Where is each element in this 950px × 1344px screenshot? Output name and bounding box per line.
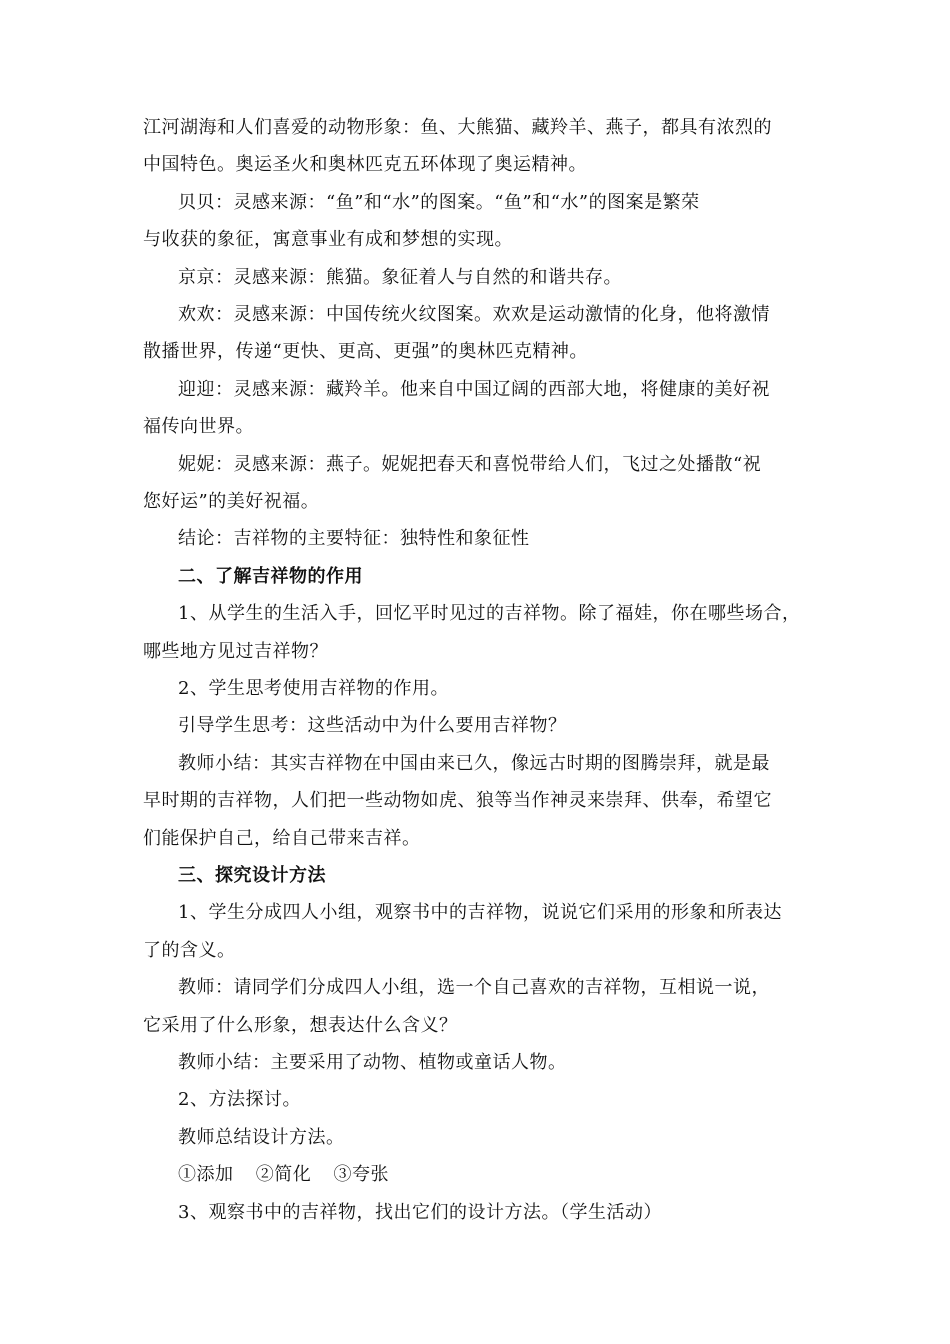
method-item-exaggerate: ③夸张 xyxy=(333,1164,389,1185)
paragraph-line: 您好运”的美好祝福。 xyxy=(143,491,320,512)
paragraph-line: 教师总结设计方法。 xyxy=(178,1127,345,1148)
paragraph-line: 中国特色。奥运圣火和奥林匹克五环体现了奥运精神。 xyxy=(143,154,587,175)
paragraph-line: 贝贝：灵感来源：“鱼”和“水”的图案。“鱼”和“水”的图案是繁荣 xyxy=(178,192,700,213)
paragraph-line: 京京：灵感来源：熊猫。象征着人与自然的和谐共存。 xyxy=(178,267,622,288)
paragraph-line: 引导学生思考：这些活动中为什么要用吉祥物？ xyxy=(178,715,567,736)
paragraph-line: 1、学生分成四人小组，观察书中的吉祥物，说说它们采用的形象和所表达 xyxy=(178,902,782,923)
paragraph-line: 1、从学生的生活入手，回忆平时见过的吉祥物。除了福娃，你在哪些场合， xyxy=(178,603,801,624)
paragraph-line: 2、学生思考使用吉祥物的作用。 xyxy=(178,678,449,699)
conclusion-line: 结论：吉祥物的主要特征：独特性和象征性 xyxy=(178,528,530,549)
paragraph-line: 教师小结：其实吉祥物在中国由来已久，像远古时期的图腾崇拜，就是最 xyxy=(178,753,770,774)
method-list xyxy=(178,1163,389,1187)
section-heading: 二、了解吉祥物的作用 xyxy=(178,566,363,587)
paragraph-line: 与收获的象征，寓意事业有成和梦想的实现。 xyxy=(143,229,513,250)
paragraph-line: 2、方法探讨。 xyxy=(178,1089,301,1110)
paragraph-line: 早时期的吉祥物，人们把一些动物如虎、狼等当作神灵来崇拜、供奉，希望它 xyxy=(143,790,772,811)
paragraph-line: 江河湖海和人们喜爱的动物形象：鱼、大熊猫、藏羚羊、燕子，都具有浓烈的 xyxy=(143,117,772,138)
method-item-add: ①添加 xyxy=(178,1164,234,1185)
paragraph-line: 妮妮：灵感来源：燕子。妮妮把春天和喜悦带给人们，飞过之处播散“祝 xyxy=(178,454,762,475)
paragraph-line: 哪些地方见过吉祥物？ xyxy=(143,641,328,662)
paragraph-line: 欢欢：灵感来源：中国传统火纹图案。欢欢是运动激情的化身，他将激情 xyxy=(178,304,770,325)
paragraph-line: 3、观察书中的吉祥物，找出它们的设计方法。（学生活动） xyxy=(178,1202,662,1223)
paragraph-line: 了的含义。 xyxy=(143,940,236,961)
method-item-simplify: ②简化 xyxy=(255,1164,312,1185)
paragraph-line: 教师：请同学们分成四人小组，选一个自己喜欢的吉祥物，互相说一说， xyxy=(178,977,770,998)
paragraph-line: 福传向世界。 xyxy=(143,416,254,437)
paragraph-line: 它采用了什么形象，想表达什么含义？ xyxy=(143,1015,458,1036)
paragraph-line: 迎迎：灵感来源：藏羚羊。他来自中国辽阔的西部大地，将健康的美好祝 xyxy=(178,379,770,400)
section-heading: 三、探究设计方法 xyxy=(178,865,326,886)
paragraph-line: 们能保护自己，给自己带来吉祥。 xyxy=(143,828,421,849)
paragraph-line: 散播世界，传递“更快、更高、更强”的奥林匹克精神。 xyxy=(143,341,588,362)
paragraph-line: 教师小结：主要采用了动物、植物或童话人物。 xyxy=(178,1052,567,1073)
